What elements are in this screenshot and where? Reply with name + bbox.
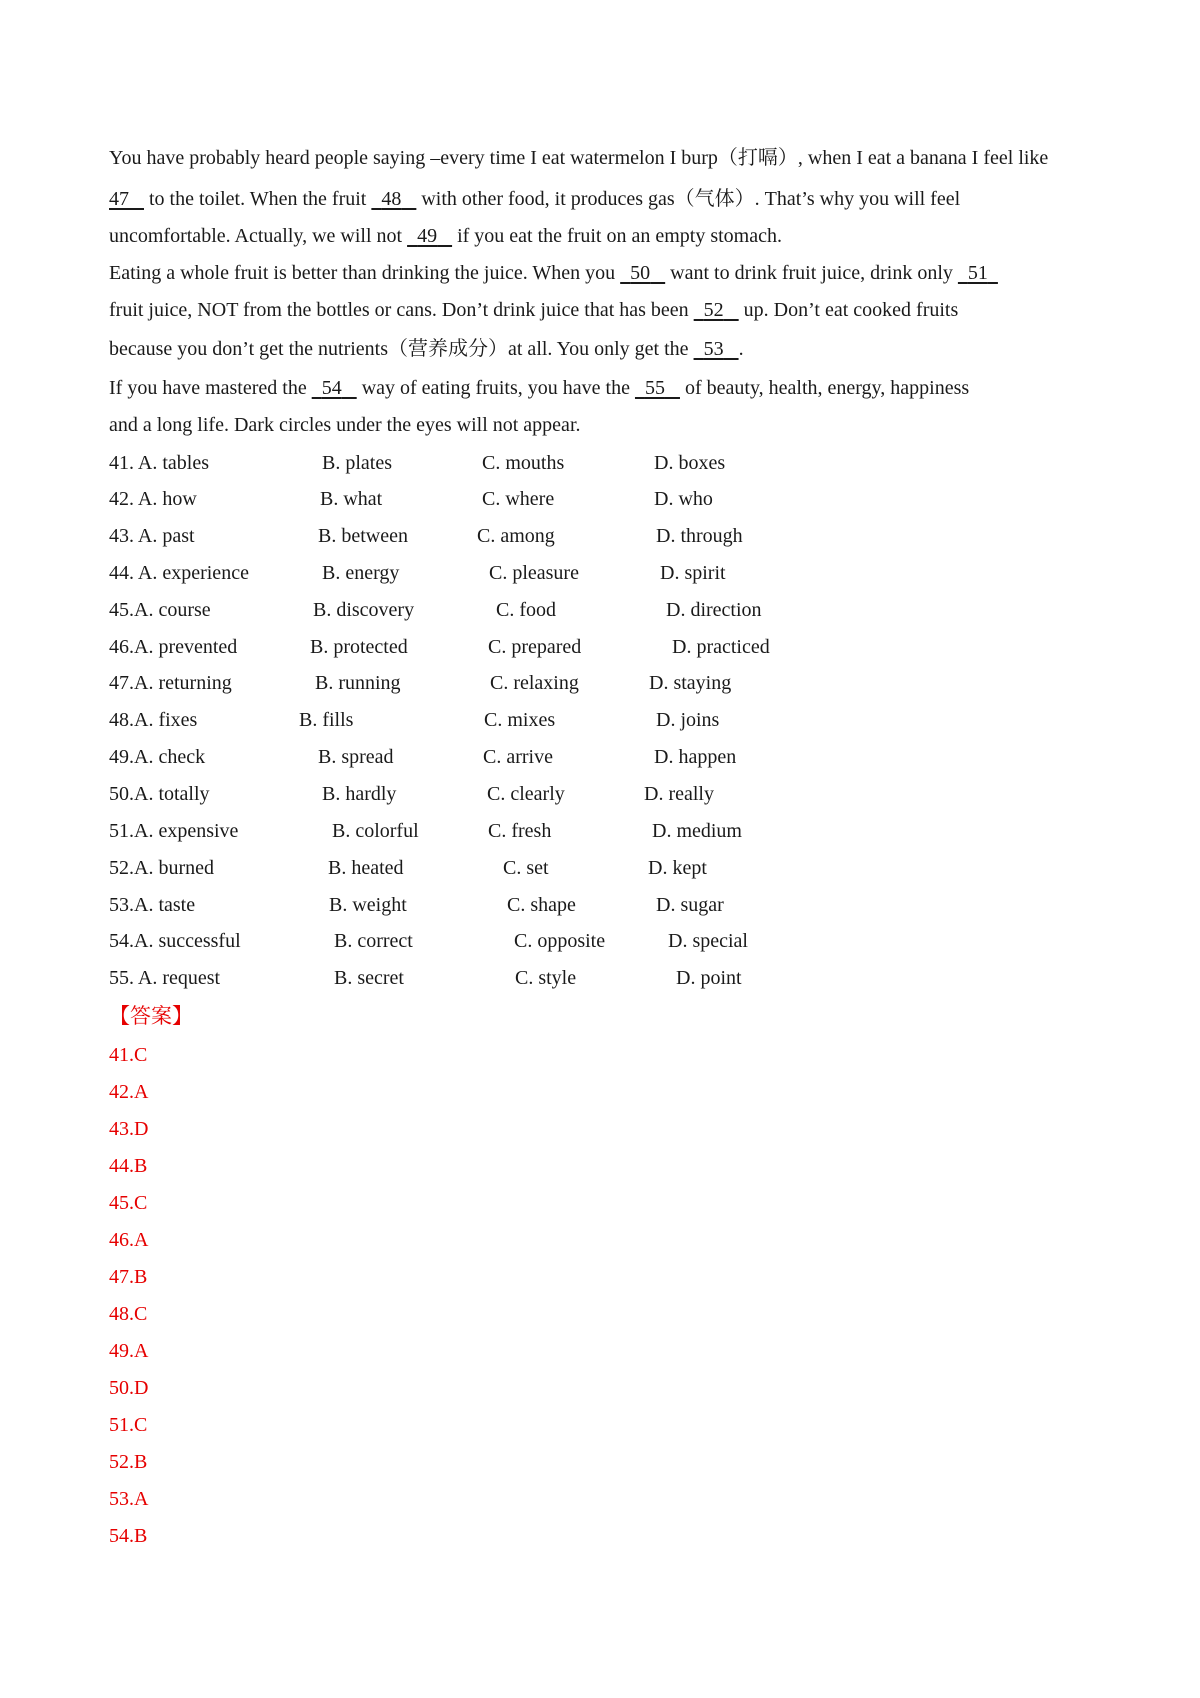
passage-text: of beauty, health, energy, happiness	[679, 377, 970, 399]
option-d: D. who	[654, 488, 713, 510]
passage-text: with other food, it produces gas（气体）. That’s why you will feel	[416, 188, 961, 210]
option-b: B. weight	[329, 894, 407, 916]
option-d: D. boxes	[654, 452, 726, 474]
option-b: B. between	[318, 525, 408, 547]
passage-text: way of eating fruits, you have the	[356, 377, 635, 399]
option-c: C. among	[477, 525, 555, 547]
option-a: 42. A. how	[109, 488, 197, 510]
option-a: 52.A. burned	[109, 857, 214, 879]
question-row	[0, 783, 1200, 813]
question-row	[0, 562, 1200, 592]
option-b: B. discovery	[313, 599, 415, 621]
option-b: B. energy	[322, 562, 400, 584]
option-c: C. clearly	[487, 783, 565, 805]
passage-text: .	[738, 338, 744, 360]
option-d: D. happen	[654, 746, 737, 768]
option-d: D. kept	[648, 857, 707, 879]
option-c: C. mixes	[484, 709, 556, 731]
option-c: C. food	[496, 599, 556, 621]
question-row	[0, 930, 1200, 960]
option-a: 47.A. returning	[109, 672, 232, 694]
option-c: C. shape	[507, 894, 576, 916]
option-b: B. hardly	[322, 783, 397, 805]
passage-line	[109, 140, 1109, 177]
option-d: D. really	[644, 783, 714, 805]
option-d: D. point	[676, 967, 742, 989]
option-c: C. arrive	[483, 746, 553, 768]
option-b: B. spread	[318, 746, 394, 768]
option-b: B. colorful	[332, 820, 419, 842]
passage-text: to the toilet. When the fruit	[144, 188, 372, 210]
question-row	[0, 452, 1200, 482]
option-a: 44. A. experience	[109, 562, 249, 584]
answer-item: 54.B	[109, 1525, 148, 1547]
passage-line	[109, 218, 1109, 255]
answer-item: 48.C	[109, 1303, 148, 1325]
passage-line	[109, 407, 1109, 444]
question-row	[0, 672, 1200, 702]
answer-item: 44.B	[109, 1155, 148, 1177]
answer-item: 49.A	[109, 1340, 149, 1362]
option-b: B. secret	[334, 967, 404, 989]
answer-item: 51.C	[109, 1414, 148, 1436]
answers-heading: 【答案】	[109, 1004, 193, 1028]
question-row	[0, 857, 1200, 887]
option-a: 55. A. request	[109, 967, 221, 989]
option-c: C. style	[515, 967, 577, 989]
answer-item: 46.A	[109, 1229, 149, 1251]
option-c: C. relaxing	[490, 672, 579, 694]
passage-text: up. Don’t eat cooked fruits	[738, 299, 959, 321]
option-c: C. set	[503, 857, 549, 879]
question-row	[0, 746, 1200, 776]
option-d: D. medium	[652, 820, 742, 842]
answer-item: 52.B	[109, 1451, 148, 1473]
option-a: 53.A. taste	[109, 894, 196, 916]
blank-49: 49	[417, 225, 438, 247]
option-a: 51.A. expensive	[109, 820, 239, 842]
option-d: D. sugar	[656, 894, 724, 916]
option-c: C. prepared	[488, 636, 582, 658]
blank-47: 47	[109, 188, 129, 210]
option-d: D. special	[668, 930, 748, 952]
option-a: 41. A. tables	[109, 452, 209, 474]
option-b: B. protected	[310, 636, 408, 658]
answer-item: 47.B	[109, 1266, 148, 1288]
question-row	[0, 820, 1200, 850]
option-a: 46.A. prevented	[109, 636, 238, 658]
option-c: C. where	[482, 488, 555, 510]
blank-54: 54	[321, 377, 342, 399]
question-row	[0, 488, 1200, 518]
answer-item: 43.D	[109, 1118, 149, 1140]
option-b: B. correct	[334, 930, 413, 952]
option-b: B. what	[320, 488, 383, 510]
option-c: C. mouths	[482, 452, 565, 474]
option-a: 49.A. check	[109, 746, 206, 768]
option-d: D. practiced	[672, 636, 770, 658]
blank-50: 50	[630, 262, 651, 284]
question-row	[0, 599, 1200, 629]
option-c: C. opposite	[514, 930, 606, 952]
passage-line	[109, 181, 1109, 218]
passage-text: If you have mastered the	[109, 377, 312, 399]
answer-item: 53.A	[109, 1488, 149, 1510]
option-a: 50.A. totally	[109, 783, 210, 805]
option-a: 45.A. course	[109, 599, 211, 621]
question-row	[0, 636, 1200, 666]
answer-item: 50.D	[109, 1377, 149, 1399]
option-b: B. plates	[322, 452, 392, 474]
passage-line	[109, 292, 1109, 329]
passage-text: and a long life. Dark circles under the eyes will not appear.	[109, 414, 581, 436]
option-b: B. fills	[299, 709, 354, 731]
option-a: 48.A. fixes	[109, 709, 198, 731]
option-b: B. heated	[328, 857, 404, 879]
blank-48: 48	[381, 188, 402, 210]
option-c: C. fresh	[488, 820, 552, 842]
question-row	[0, 967, 1200, 997]
passage-line	[109, 331, 1109, 368]
question-row	[0, 894, 1200, 924]
option-b: B. running	[315, 672, 401, 694]
answer-item: 42.A	[109, 1081, 149, 1103]
passage-text: if you eat the fruit on an empty stomach.	[452, 225, 782, 247]
answer-item: 45.C	[109, 1192, 148, 1214]
option-d: D. direction	[666, 599, 762, 621]
answer-item: 41.C	[109, 1044, 148, 1066]
blank-51: 51	[967, 262, 988, 284]
option-a: 54.A. successful	[109, 930, 241, 952]
passage-text: fruit juice, NOT from the bottles or cans. Don’t drink juice that has been	[109, 299, 694, 321]
passage-line	[109, 255, 1109, 292]
option-d: D. joins	[656, 709, 720, 731]
question-row	[0, 525, 1200, 555]
option-c: C. pleasure	[489, 562, 579, 584]
blank-52: 52	[703, 299, 724, 321]
question-row	[0, 709, 1200, 739]
blank-55: 55	[644, 377, 665, 399]
passage-text: You have probably heard people saying –every time I eat watermelon I burp（打嗝）, when I eat a banana I feel like	[109, 147, 1049, 169]
option-d: D. spirit	[660, 562, 726, 584]
blank-53: 53	[703, 338, 724, 360]
passage-text: uncomfortable. Actually, we will not	[109, 225, 408, 247]
passage-line	[109, 370, 1109, 407]
option-d: D. through	[656, 525, 743, 547]
passage-text: because you don’t get the nutrients（营养成分）at all. You only get the	[109, 338, 694, 360]
option-d: D. staying	[649, 672, 732, 694]
passage-text: want to drink fruit juice, drink only	[665, 262, 958, 284]
passage-text: Eating a whole fruit is better than drinking the juice. When you	[109, 262, 621, 284]
option-a: 43. A. past	[109, 525, 195, 547]
